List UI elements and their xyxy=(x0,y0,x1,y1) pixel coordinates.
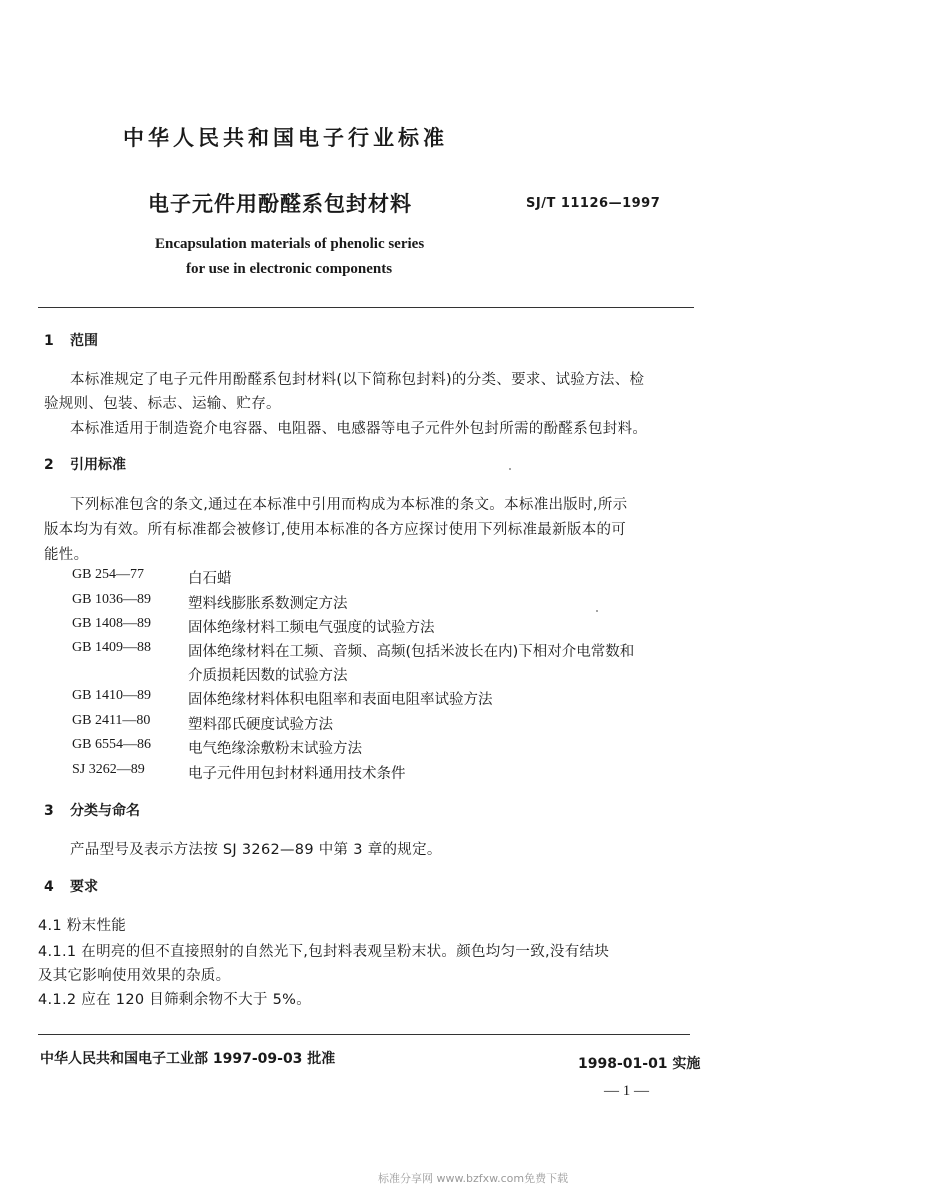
reference-title: 固体绝缘材料体积电阻率和表面电阻率试验方法 xyxy=(188,692,493,708)
reference-code: SJ 3262—89 xyxy=(72,762,145,777)
reference-code: GB 2411—80 xyxy=(72,713,151,728)
paragraph-line: 版本均为有效。所有标准都会被修订,使用本标准的各方应探讨使用下列标准最新版本的可 xyxy=(44,522,627,538)
watermark-text: 标准分享网 www.bzfxw.com免费下载 xyxy=(378,1172,569,1185)
section-title: 分类与命名 xyxy=(70,803,140,819)
paragraph-line: 下列标准包含的条文,通过在本标准中引用而构成为本标准的条文。本标准出版时,所示 xyxy=(70,497,628,513)
section-title: 范围 xyxy=(70,333,98,349)
clause-4-1-2: 4.1.2 应在 120 目筛剩余物不大于 5%。 xyxy=(38,992,312,1008)
section-3-heading xyxy=(44,800,140,820)
clause-4-1-1-line-1: 4.1.1 在明亮的但不直接照射的自然光下,包封料表观呈粉末状。颜色均匀一致,没有结块 xyxy=(38,944,610,960)
clause-4-1-1-line-2: 及其它影响使用效果的杂质。 xyxy=(38,968,231,984)
reference-code: GB 1408—89 xyxy=(72,616,151,631)
paragraph-line: 本标准适用于制造瓷介电容器、电阻器、电感器等电子元件外包封所需的酚醛系包封料。 xyxy=(70,421,648,437)
page-number: — 1 — xyxy=(604,1083,649,1099)
section-number: 4 xyxy=(44,879,54,895)
reference-title: 塑料线膨胀系数测定方法 xyxy=(188,596,348,612)
section-1-heading xyxy=(44,330,98,350)
reference-title: 电气绝缘涂敷粉末试验方法 xyxy=(188,741,362,757)
section-title: 要求 xyxy=(70,879,98,895)
issuing-body-title: 中华人民共和国电子行业标准 xyxy=(123,126,448,150)
reference-title: 固体绝缘材料工频电气强度的试验方法 xyxy=(188,620,435,636)
section-4-heading xyxy=(44,876,98,896)
scan-speck xyxy=(509,468,511,470)
section-number: 2 xyxy=(44,457,54,473)
section-2-heading xyxy=(44,454,126,474)
section-number: 1 xyxy=(44,333,54,349)
scan-speck xyxy=(596,610,598,612)
implementation-date: 1998-01-01 实施 xyxy=(578,1056,701,1072)
reference-title: 白石蜡 xyxy=(188,571,232,587)
reference-title-continued: 介质损耗因数的试验方法 xyxy=(188,668,348,684)
reference-code: GB 1036—89 xyxy=(72,592,151,607)
paragraph-line: 本标准规定了电子元件用酚醛系包封材料(以下简称包封料)的分类、要求、试验方法、检 xyxy=(70,372,645,388)
header-divider xyxy=(38,307,694,308)
reference-code: GB 254—77 xyxy=(72,567,144,582)
section-number: 3 xyxy=(44,803,54,819)
footer-divider xyxy=(38,1034,690,1035)
reference-title: 固体绝缘材料在工频、音频、高频(包括米波长在内)下相对介电常数和 xyxy=(188,644,635,660)
approval-statement: 中华人民共和国电子工业部 1997-09-03 批准 xyxy=(40,1051,336,1067)
clause-4-1: 4.1 粉末性能 xyxy=(38,918,127,934)
reference-code: GB 6554—86 xyxy=(72,737,151,752)
english-title-line-1: Encapsulation materials of phenolic series xyxy=(155,236,425,252)
paragraph-line: 验规则、包装、标志、运输、贮存。 xyxy=(44,396,281,412)
document-title: 电子元件用酚醛系包封材料 xyxy=(148,192,412,216)
section-title: 引用标准 xyxy=(70,457,126,473)
standard-number: SJ/T 11126—1997 xyxy=(526,196,661,211)
paragraph-line: 能性。 xyxy=(44,547,89,563)
reference-code: GB 1409—88 xyxy=(72,640,151,655)
paragraph-line: 产品型号及表示方法按 SJ 3262—89 中第 3 章的规定。 xyxy=(70,842,442,858)
reference-code: GB 1410—89 xyxy=(72,688,151,703)
reference-title: 塑料邵氏硬度试验方法 xyxy=(188,717,333,733)
english-title-line-2: for use in electronic components xyxy=(186,261,393,277)
reference-title: 电子元件用包封材料通用技术条件 xyxy=(188,766,406,782)
